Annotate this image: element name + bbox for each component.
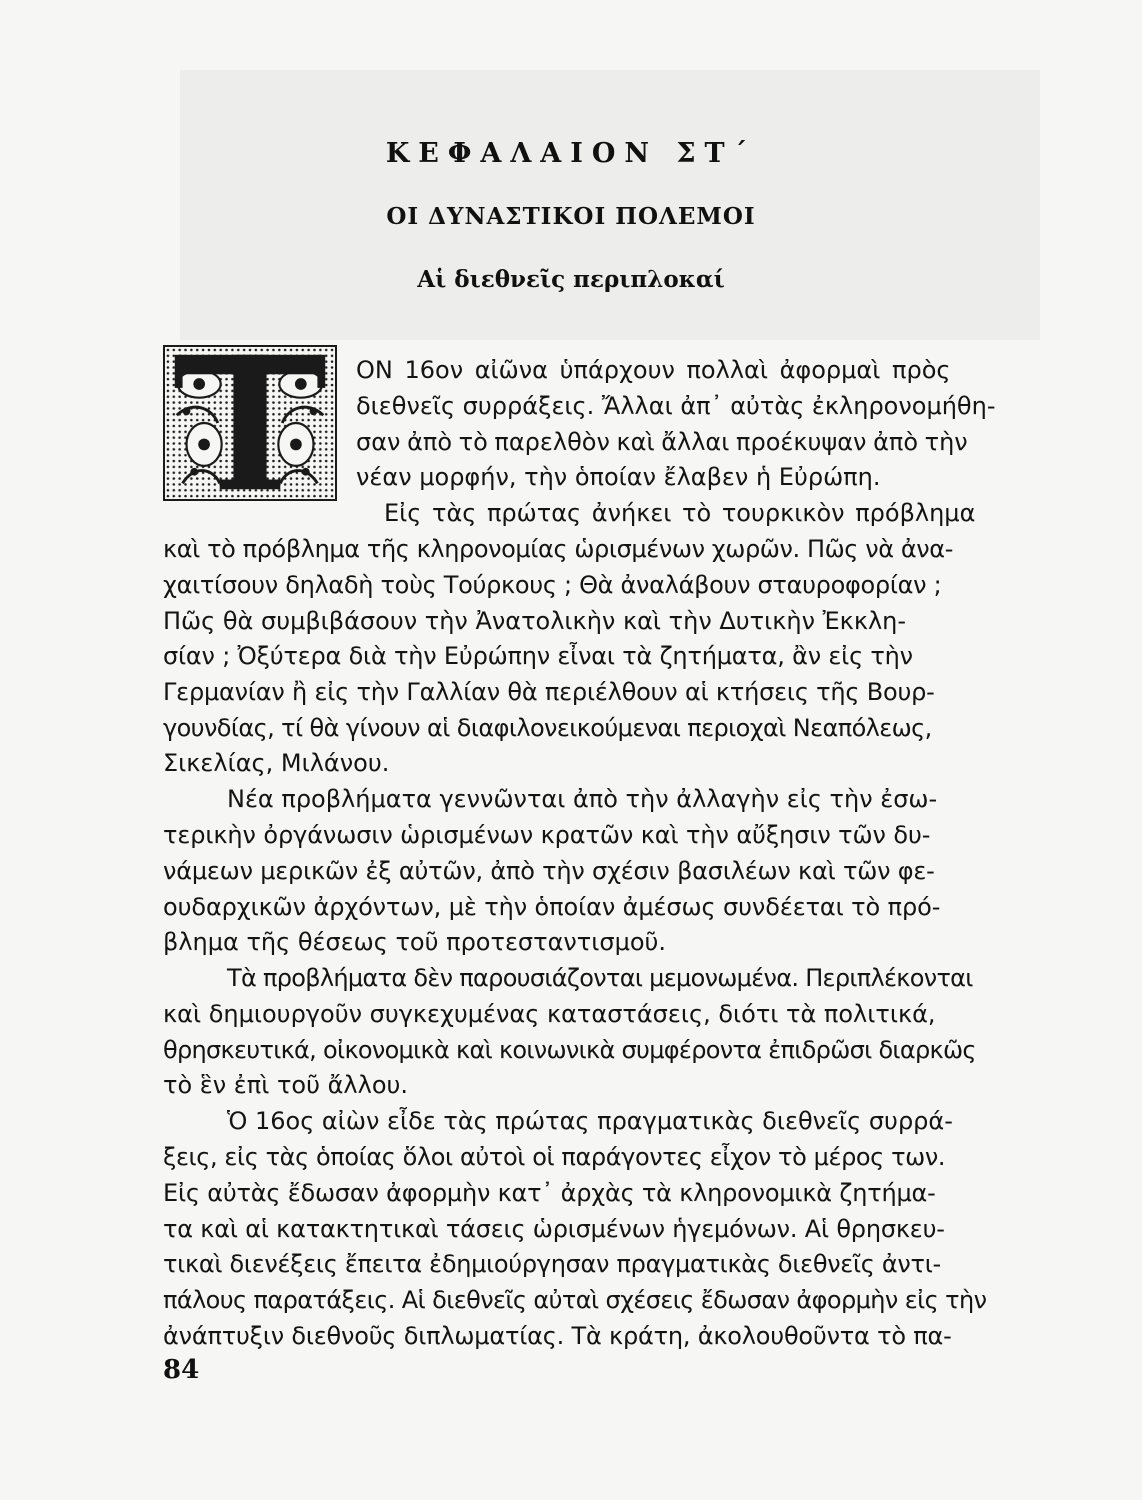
text-line: ἀνάπτυξιν διεθνοῦς διπλωματίας. Τὰ κράτη, ἀκολουθοῦντα τὸ πα- xyxy=(163,1322,952,1350)
text-line: Σικελίας, Μιλάνου. xyxy=(163,749,390,777)
text-line: τερικὴν ὀργάνωσιν ὡρισμένων κρατῶν καὶ τὴν αὔξησιν τῶν δυ- xyxy=(163,821,931,849)
text-line: ΟΝ 16ον αἰῶνα ὑπάρχουν πολλαὶ ἀφορμαὶ πρὸς xyxy=(356,356,951,384)
decorated-initial xyxy=(163,345,337,501)
text-line: ξεις, εἰς τὰς ὁποίας ὅλοι αὐτοὶ οἱ παράγοντες εἶχον τὸ μέρος των. xyxy=(163,1143,946,1171)
chapter-title: ΟΙ ΔΥΝΑΣΤΙΚΟΙ ΠΟΛΕΜΟΙ xyxy=(386,203,756,230)
text-line: νέαν μορφήν, τὴν ὁποίαν ἔλαβεν ἡ Εὐρώπη. xyxy=(356,463,881,491)
text-line: Ὁ 16ος αἰὼν εἶδε τὰς πρώτας πραγματικὰς διεθνεῖς συρρά- xyxy=(227,1107,953,1135)
text-line: καὶ τὸ πρόβλημα τῆς κληρονομίας ὡρισμένων χωρῶν. Πῶς νὰ ἀνα- xyxy=(163,535,953,563)
text-line: Τὰ προβλήματα δὲν παρουσιάζονται μεμονωμένα. Περιπλέκονται xyxy=(227,964,973,992)
text-line: Πῶς θὰ συμβιβάσουν τὴν Ἀνατολικὴν καὶ τὴν Δυτικὴν Ἐκκλη- xyxy=(163,607,907,635)
text-line: θρησκευτικά, οἰκονομικὰ καὶ κοινωνικὰ συμφέροντα ἐπιδρῶσι διαρκῶς xyxy=(163,1036,976,1064)
text-line: νάμεων μερικῶν ἐξ αὐτῶν, ἀπὸ τὴν σχέσιν βασιλέων καὶ τῶν φε- xyxy=(163,857,935,885)
text-line: Εἰς αὐτὰς ἔδωσαν ἀφορμὴν κατ᾽ ἀρχὰς τὰ κληρονομικὰ ζητήμα- xyxy=(163,1179,936,1207)
text-line: Εἰς τὰς πρώτας ἀνήκει τὸ τουρκικὸν πρόβλημα xyxy=(384,499,976,527)
chapter-heading: ΚΕΦΑΛΑΙΟΝ ΣΤ΄ xyxy=(385,138,757,169)
ornament-drop-cap-icon xyxy=(165,347,335,499)
text-line: Νέα προβλήματα γεννῶνται ἀπὸ τὴν ἀλλαγὴν εἰς τὴν ἐσω- xyxy=(227,785,938,813)
text-line: διεθνεῖς συρράξεις. Ἄλλαι ἀπ᾽ αὐτὰς ἐκληρονομήθη- xyxy=(356,392,996,420)
section-subtitle: Αἱ διεθνεῖς περιπλοκαί xyxy=(417,266,725,293)
text-line: ουδαρχικῶν ἀρχόντων, μὲ τὴν ὁποίαν ἀμέσως συνδέεται τὸ πρό- xyxy=(163,893,941,921)
text-line: γουνδίας, τί θὰ γίνουν αἱ διαφιλονεικούμεναι περιοχαὶ Νεαπόλεως, xyxy=(163,714,932,742)
text-line: βλημα τῆς θέσεως τοῦ προτεσταντισμοῦ. xyxy=(163,928,667,956)
text-line: Γερμανίαν ἢ εἰς τὴν Γαλλίαν θὰ περιέλθουν αἱ κτήσεις τῆς Βουρ- xyxy=(163,678,935,706)
page-number: 84 xyxy=(163,1355,200,1385)
text-line: καὶ δημιουργοῦν συγκεχυμένας καταστάσεις, διότι τὰ πολιτικά, xyxy=(163,1000,936,1028)
text-line: σαν ἀπὸ τὸ παρελθὸν καὶ ἄλλαι προέκυψαν ἀπὸ τὴν xyxy=(356,428,968,456)
text-line: τα καὶ αἱ κατακτητικαὶ τάσεις ὡρισμένων ἡγεμόνων. Αἱ θρησκευ- xyxy=(163,1215,945,1243)
text-line: πάλους παρατάξεις. Αἱ διεθνεῖς αὐταὶ σχέσεις ἔδωσαν ἀφορμὴν εἰς τὴν xyxy=(163,1286,987,1314)
text-line: τικαὶ διενέξεις ἔπειτα ἐδημιούργησαν πραγματικὰς διεθνεῖς ἀντι- xyxy=(163,1250,941,1278)
text-line: σίαν ; Ὀξύτερα διὰ τὴν Εὐρώπην εἶναι τὰ ζητήματα, ἂν εἰς τὴν xyxy=(163,642,913,670)
text-line: χαιτίσουν δηλαδὴ τοὺς Τούρκους ; Θὰ ἀναλάβουν σταυροφορίαν ; xyxy=(163,571,942,599)
text-line: τὸ ἓν ἐπὶ τοῦ ἄλλου. xyxy=(163,1071,409,1099)
